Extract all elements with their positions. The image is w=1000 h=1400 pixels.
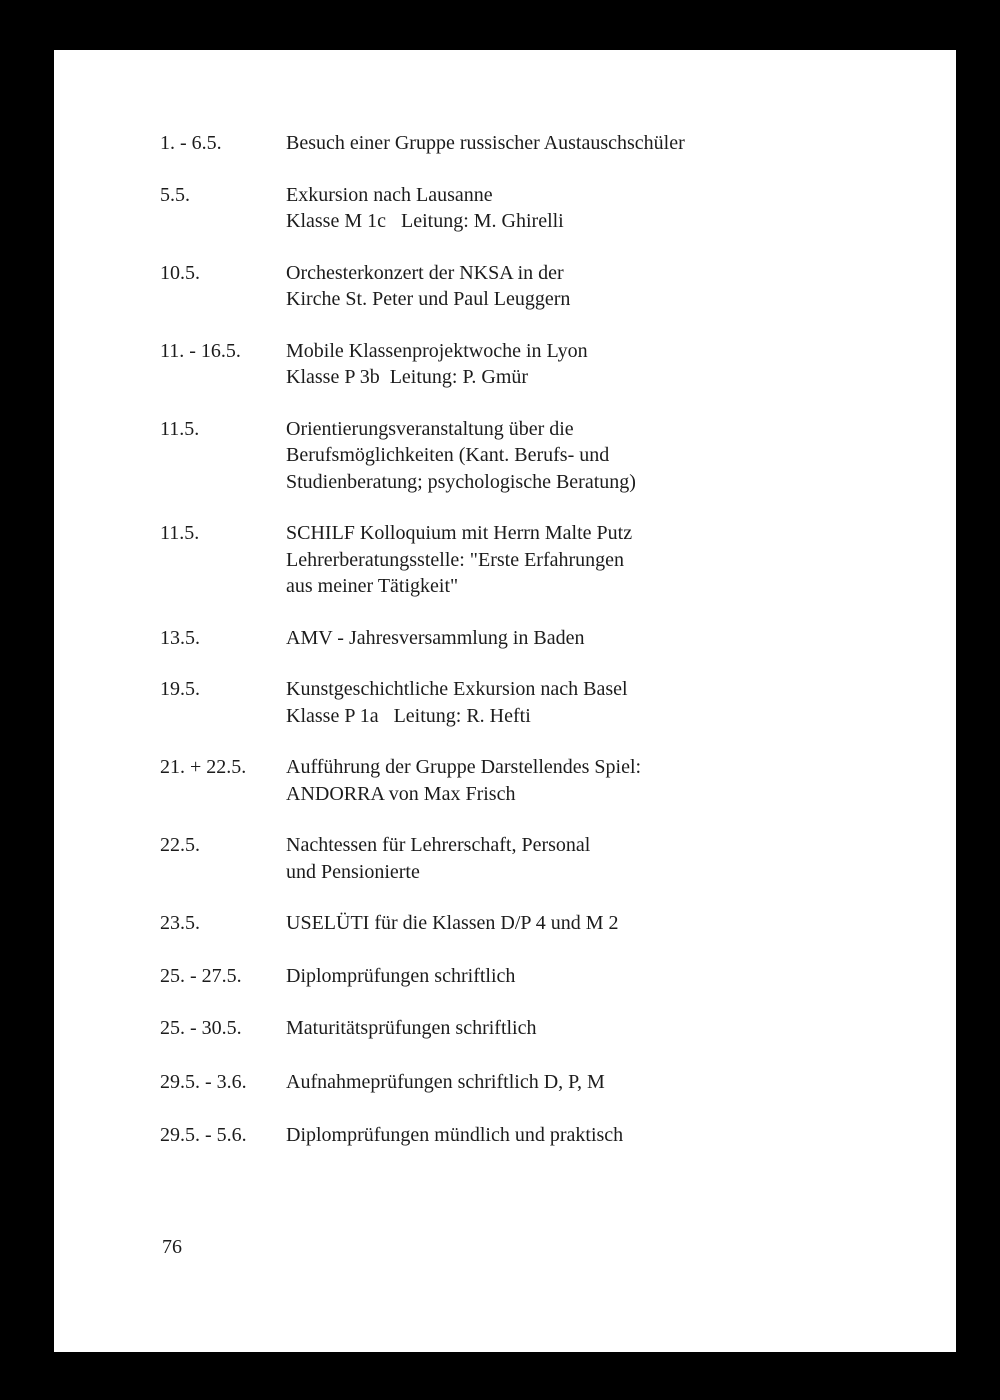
event-description-line: Besuch einer Gruppe russischer Austauschschüler xyxy=(286,132,685,154)
event-entry xyxy=(160,182,900,235)
event-date: 5.5. xyxy=(160,183,190,206)
event-entry xyxy=(160,754,900,807)
event-description-line: Klasse M 1c Leitung: M. Ghirelli xyxy=(286,210,564,232)
event-description xyxy=(286,1069,900,1096)
event-date: 23.5. xyxy=(160,912,200,934)
event-date: 11. - 16.5. xyxy=(160,339,241,362)
event-description xyxy=(286,130,900,157)
event-entry xyxy=(160,963,900,990)
event-date: 11.5. xyxy=(160,417,200,440)
event-description-line: Nachtessen für Lehrerschaft, Personal xyxy=(286,834,591,856)
event-date: 10.5. xyxy=(160,261,200,284)
event-date: 29.5. - 5.6. xyxy=(160,1124,247,1146)
page-number: 76 xyxy=(162,1236,182,1258)
event-entry xyxy=(160,520,900,600)
event-entry xyxy=(160,1122,900,1149)
event-description xyxy=(286,260,900,313)
document-page xyxy=(54,50,956,1352)
event-description-line: USELÜTI für die Klassen D/P 4 und M 2 xyxy=(286,912,619,934)
event-description-line: Aufführung der Gruppe Darstellendes Spiel: xyxy=(286,756,642,778)
event-entry xyxy=(160,676,900,729)
event-list xyxy=(160,130,900,1149)
event-description-line: Orchesterkonzert der NKSA in der xyxy=(286,261,564,284)
event-description xyxy=(286,963,900,990)
event-description-line: Kunstgeschichtliche Exkursion nach Basel xyxy=(286,678,628,700)
event-date: 11.5. xyxy=(160,522,200,544)
event-entry xyxy=(160,260,900,313)
event-date: 22.5. xyxy=(160,834,200,856)
event-description xyxy=(286,910,900,937)
event-description-line: Mobile Klassenprojektwoche in Lyon xyxy=(286,339,588,362)
event-description-line: Maturitätsprüfungen schriftlich xyxy=(286,1017,537,1039)
event-description xyxy=(286,520,900,600)
event-description-line: Lehrerberatungsstelle: "Erste Erfahrungen xyxy=(286,548,625,571)
event-description xyxy=(286,1122,900,1149)
event-date: 25. - 27.5. xyxy=(160,964,242,987)
event-description xyxy=(286,338,900,391)
event-description xyxy=(286,676,900,729)
event-date: 13.5. xyxy=(160,626,200,649)
event-entry xyxy=(160,416,900,496)
event-description-line: und Pensionierte xyxy=(286,860,420,883)
event-description-line: Kirche St. Peter und Paul Leuggern xyxy=(286,288,571,310)
event-description-line: Berufsmöglichkeiten (Kant. Berufs- und xyxy=(286,444,610,466)
event-description-line: AMV - Jahresversammlung in Baden xyxy=(286,626,585,649)
event-description xyxy=(286,1015,900,1042)
event-description-line: Orientierungsveranstaltung über die xyxy=(286,417,574,440)
event-date: 1. - 6.5. xyxy=(160,132,222,154)
event-entry xyxy=(160,625,900,652)
event-entry xyxy=(160,130,900,157)
event-date: 29.5. - 3.6. xyxy=(160,1070,247,1093)
event-description-line: aus meiner Tätigkeit" xyxy=(286,575,459,597)
event-description xyxy=(286,625,900,652)
event-description-line: Studienberatung; psychologische Beratung) xyxy=(286,470,636,493)
event-description-line: Klasse P 3b Leitung: P. Gmür xyxy=(286,366,529,388)
event-date: 25. - 30.5. xyxy=(160,1017,242,1039)
event-description xyxy=(286,754,900,807)
event-description xyxy=(286,182,900,235)
event-description-line: Klasse P 1a Leitung: R. Hefti xyxy=(286,704,531,727)
event-description-line: Diplomprüfungen mündlich und praktisch xyxy=(286,1124,624,1146)
event-description-line: Aufnahmeprüfungen schriftlich D, P, M xyxy=(286,1070,605,1093)
event-description-line: SCHILF Kolloquium mit Herrn Malte Putz xyxy=(286,522,633,544)
event-entry xyxy=(160,338,900,391)
event-description-line: ANDORRA von Max Frisch xyxy=(286,782,516,805)
event-description xyxy=(286,416,900,496)
event-entry xyxy=(160,910,900,937)
event-date: 21. + 22.5. xyxy=(160,756,247,778)
event-description xyxy=(286,832,900,885)
event-description-line: Exkursion nach Lausanne xyxy=(286,183,493,206)
event-entry xyxy=(160,1069,900,1096)
event-date: 19.5. xyxy=(160,678,200,700)
event-description-line: Diplomprüfungen schriftlich xyxy=(286,964,516,987)
event-entry xyxy=(160,832,900,885)
event-entry xyxy=(160,1015,900,1042)
